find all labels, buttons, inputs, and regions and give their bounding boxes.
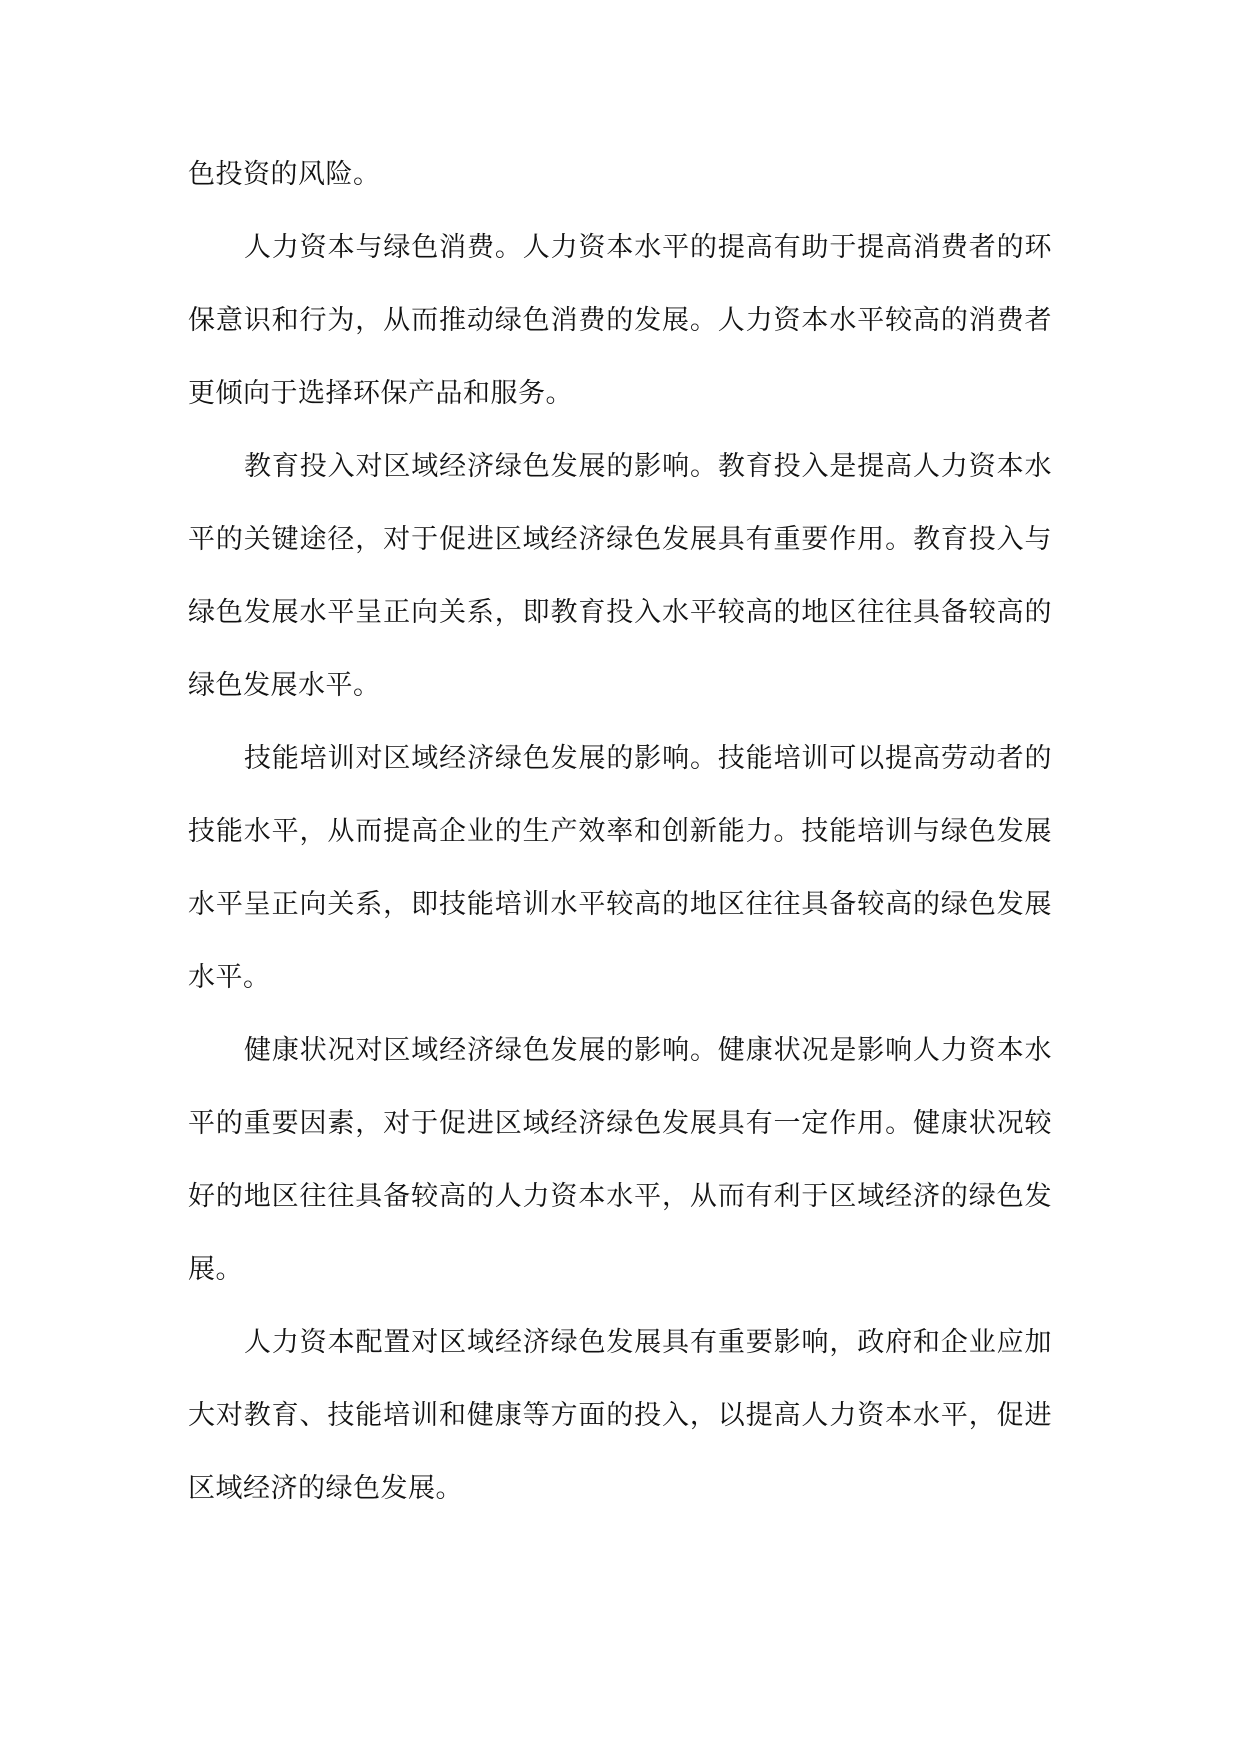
paragraph-education-investment: 教育投入对区域经济绿色发展的影响。教育投入是提高人力资本水平的关键途径，对于促进区域经济绿色发展具有重要作用。教育投入与绿色发展水平呈正向关系，即教育投入水平较高的地区往往具备较高的绿色发展水平。 xyxy=(188,451,1052,701)
paragraph-health-status: 健康状况对区域经济绿色发展的影响。健康状况是影响人力资本水平的重要因素，对于促进区域经济绿色发展具有一定作用。健康状况较好的地区往往具备较高的人力资本水平，从而有利于区域经济的绿色发展。 xyxy=(188,1035,1052,1285)
paragraph-conclusion: 人力资本配置对区域经济绿色发展具有重要影响，政府和企业应加大对教育、技能培训和健康等方面的投入，以提高人力资本水平，促进区域经济的绿色发展。 xyxy=(188,1327,1052,1504)
paragraph-skills-training: 技能培训对区域经济绿色发展的影响。技能培训可以提高劳动者的技能水平，从而提高企业的生产效率和创新能力。技能培训与绿色发展水平呈正向关系，即技能培训水平较高的地区往往具备较高的绿色发展水平。 xyxy=(188,743,1052,993)
paragraph-human-capital-green-consumption: 人力资本与绿色消费。人力资本水平的提高有助于提高消费者的环保意识和行为，从而推动绿色消费的发展。人力资本水平较高的消费者更倾向于选择环保产品和服务。 xyxy=(188,232,1052,409)
paragraph-continuation: 色投资的风险。 xyxy=(188,159,381,190)
document-body xyxy=(188,138,1052,1525)
